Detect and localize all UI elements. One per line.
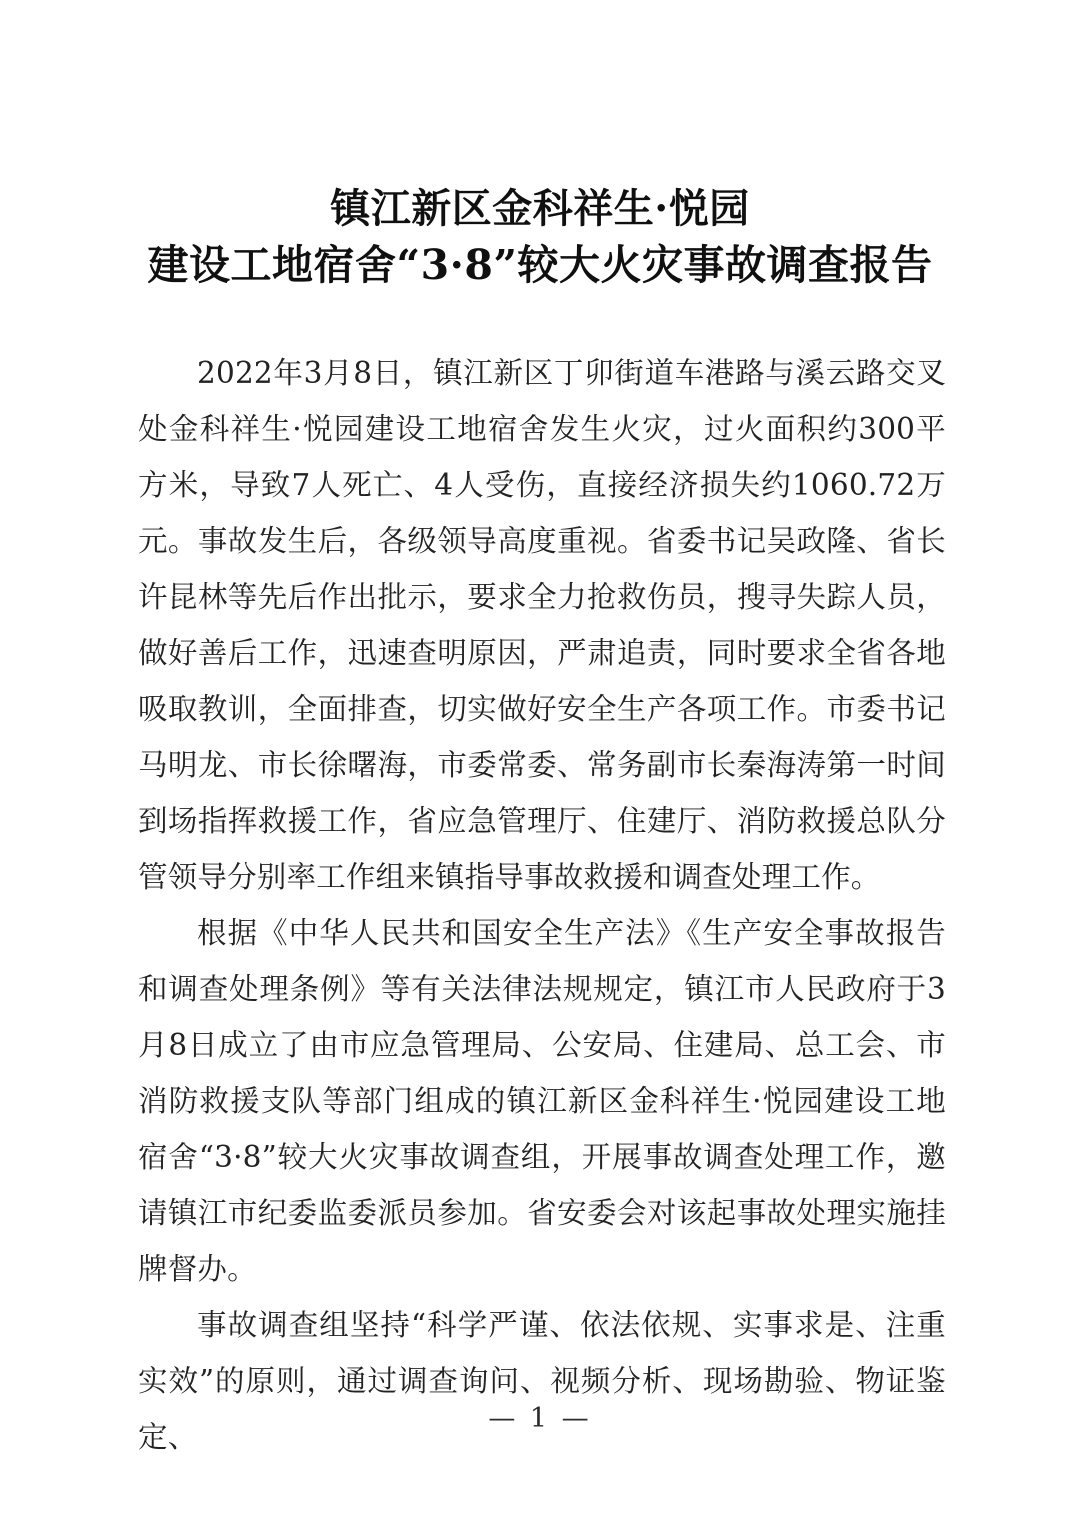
body-paragraph-2: 根据《中华人民共和国安全生产法》《生产安全事故报告和调查处理条例》等有关法律法规规定，镇江市人民政府于3月8日成立了由市应急管理局、公安局、住建局、总工会、市消防救援支队等部门组成的镇江新区金科祥生·悦园建设工地宿舍“3·8”较大火灾事故调查组，开展事故调查处理工作，邀请镇江市纪委监委派员参加。省安委会对该起事故处理实施挂牌督办。 [138, 916, 946, 1286]
page-title [0, 181, 1080, 293]
title-line-2: 建设工地宿舍“3·8”较大火灾事故调查报告 [147, 241, 933, 289]
title-line-1: 镇江新区金科祥生·悦园 [330, 185, 750, 232]
document-body [138, 345, 946, 1465]
page-number: — 1 — [488, 1403, 592, 1434]
body-paragraph-3: 事故调查组坚持“科学严谨、依法依规、实事求是、注重实效”的原则，通过调查询问、视频分析、现场勘验、物证鉴定、 [138, 1308, 946, 1454]
body-paragraph-1: 2022年3月8日，镇江新区丁卯街道车港路与溪云路交叉处金科祥生·悦园建设工地宿舍发生火灾，过火面积约300平方米，导致7人死亡、4人受伤，直接经济损失约1060.72万元。事故发生后，各级领导高度重视。省委书记吴政隆、省长许昆林等先后作出批示，要求全力抢救伤员，搜寻失踪人员，做好善后工作，迅速查明原因，严肃追责，同时要求全省各地吸取教训，全面排查，切实做好安全生产各项工作。市委书记马明龙、市长徐曙海，市委常委、常务副市长秦海涛第一时间到场指挥救援工作，省应急管理厅、住建厅、消防救援总队分管领导分别率工作组来镇指导事故救援和调查处理工作。 [138, 356, 946, 894]
page-footer [0, 1402, 1080, 1436]
